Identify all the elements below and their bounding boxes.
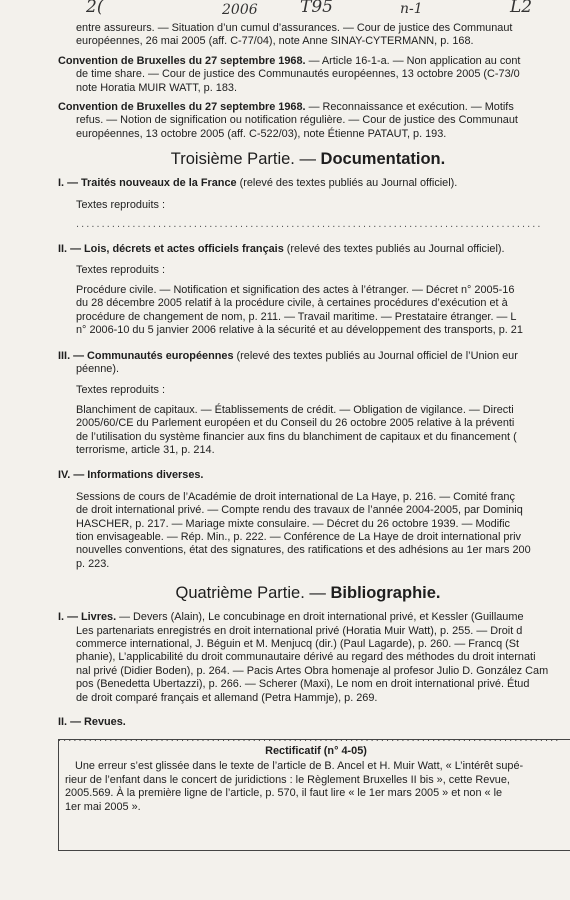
book-line: phanie), L’applicabilité du droit communautaire dérivé au regard des méthodes du droit internati [76,651,536,664]
section-treaties [58,177,570,231]
entry-line: — Reconnaissance et exécution. — Motifs [305,101,514,114]
section-heading: I. — Traités nouveaux de la France [58,177,237,190]
texts-reproduced-label: Textes reproduits : [76,384,165,397]
entry-line: — Article 16-1-a. — Non application au cont [305,54,521,67]
handwritten-note-2: 2006 [222,2,258,18]
dotted-leader: .................................................................................................. [58,732,561,745]
book-line: nal privé (Didier Boden), p. 264. — Pacis Artes Obra homenaje al profesor Julio D. González Cam [76,664,549,677]
entry-1 [58,22,570,49]
part-prefix: Quatrième Partie. — [175,584,331,603]
texts-reproduced-label: Textes reproduits : [76,198,165,211]
section-european [58,350,570,458]
section-body-line: Procédure civile. — Notification et signification des actes à l’étranger. — Décret n° 2005-16 [76,283,515,296]
section-body-line: nouvelles conventions, état des signatures, des ratifications et des adhésions au 1er mars 200 [76,544,531,557]
section-heading-rest: (relevé des textes publiés au Journal officiel de l’Union eur [233,349,518,362]
texts-reproduced-label: Textes reproduits : [76,264,165,277]
rectificatif-line: 2005.569. À la première ligne de l’article, p. 570, il faut lire « le 1er mars 2005 » et non « le [65,787,503,800]
entry-first-line [58,101,570,114]
section-body-line: de l’utilisation du système financier aux fins du blanchiment de capitaux et du financement ( [76,430,517,443]
handwritten-note-4: n-1 [400,1,423,17]
section-body-line: tion envisageable. — Rép. Min., p. 222. — Conférence de La Haye de droit international priv [76,530,521,543]
section-body-line: Blanchiment de capitaux. — Établissements de crédit. — Obligation de vigilance. — Directi [76,403,514,416]
rectificatif-box [58,739,570,851]
section-heading-rest: (relevé des textes publiés au Journal officiel). [283,243,505,256]
part-four-heading [18,583,570,603]
rectificatif-line: 1er mai 2005 ». [65,800,141,813]
section-laws [58,243,570,337]
dotted-leader: ........................................................................................... [76,218,543,231]
rectificatif-line: rieur de l’enfant dans le concert de juridictions : le Règlement Bruxelles II bis », cette Revue, [65,773,510,786]
section-information [58,469,570,571]
entry-line: entre assureurs. — Situation d’un cumul d’assurances. — Cour de justice des Communaut [76,22,513,34]
section-body-line: HASCHER, p. 217. — Mariage mixte consulaire. — Décret du 26 octobre 1939. — Modific [76,517,510,530]
book-line: pos (Benedetta Ubertazzi), p. 266. — Scherer (Maxi), Le nom en droit international privé. Étud [76,678,530,691]
entry-line: note Horatia MUIR WATT, p. 183. [76,81,237,94]
entry-first-line [58,55,570,68]
part-three-heading [18,149,570,169]
part-prefix: Troisième Partie. — [170,150,321,169]
entry-line: européennes, 13 octobre 2005 (aff. C-522/03), note Étienne PATAUT, p. 193. [76,127,447,140]
handwritten-note-5: L2 [510,0,533,17]
entry-heading: Convention de Bruxelles du 27 septembre 1968. [58,101,306,114]
entry-heading: Convention de Bruxelles du 27 septembre 1968. [58,54,306,67]
section-books [58,611,570,705]
section-heading-cont: péenne). [76,362,119,375]
section-body-line: 2005/60/CE du Parlement européen et du Conseil du 26 octobre 2005 relative à la préventi [76,417,515,430]
entry-3 [58,101,570,141]
section-heading-rest: (relevé des textes publiés au Journal officiel). [236,177,458,190]
entry-line: européennes, 26 mai 2005 (aff. C-77/04), note Anne SINAY-CYTERMANN, p. 168. [76,35,474,48]
part-title: Documentation. [320,150,446,169]
section-body-line: procédure de changement de nom, p. 211. — Travail maritime. — Prestataire étranger. — L [76,310,517,323]
section-body-line: terrorisme, article 31, p. 214. [76,443,215,456]
section-body-line: p. 223. [76,557,110,570]
section-heading: II. — Revues. [58,716,126,729]
section-heading: IV. — Informations diverses. [58,469,204,482]
part-title: Bibliographie. [330,584,441,603]
section-body-line: du 28 décembre 2005 relatif à la procédure civile, à certaines procédures d’exécution et à [76,297,508,310]
section-heading: I. — Livres. [58,611,117,624]
rectificatif-title: Rectificatif (n° 4-05) [265,745,367,757]
section-body-line: Sessions de cours de l’Académie de droit international de La Haye, p. 216. — Comité franç [76,490,515,503]
section-body-line: de droit international privé. — Compte rendu des travaux de l’année 2004-2005, par Dominiq [76,504,523,517]
book-line: — Devers (Alain), Le concubinage en droit international privé, et Kessler (Guillaume [116,611,524,624]
section-heading: III. — Communautés européennes [58,349,234,362]
handwritten-note-1: 2( [86,0,104,17]
section-body-line: n° 2006-10 du 5 janvier 2006 relative à la sécurité et au développement des transports, p. 21 [76,324,523,337]
rectificatif-line: Une erreur s’est glissée dans le texte de l’article de B. Ancel et H. Muir Watt, « L’intérêt supé- [75,760,524,773]
book-line: de droit comparé français et allemand (Petra Hammje), p. 269. [76,691,378,704]
entry-line: refus. — Notion de signification ou notification régulière. — Cour de justice des Communaut [76,114,518,127]
book-line: commerce international, J. Béguin et M. Menjucq (dir.) (Paul Lagarde), p. 260. — Francq (St [76,638,520,650]
entry-2 [58,55,570,95]
page-content [58,22,570,745]
book-line: Les partenariats enregistrés en droit international privé (Horatia Muir Watt), p. 255. — Droit d [76,624,523,637]
handwritten-note-3: T95 [300,0,333,17]
section-heading: II. — Lois, décrets et actes officiels français [58,243,284,256]
entry-line: de time share. — Cour de justice des Communautés européennes, 13 octobre 2005 (C-73/0 [76,68,520,81]
